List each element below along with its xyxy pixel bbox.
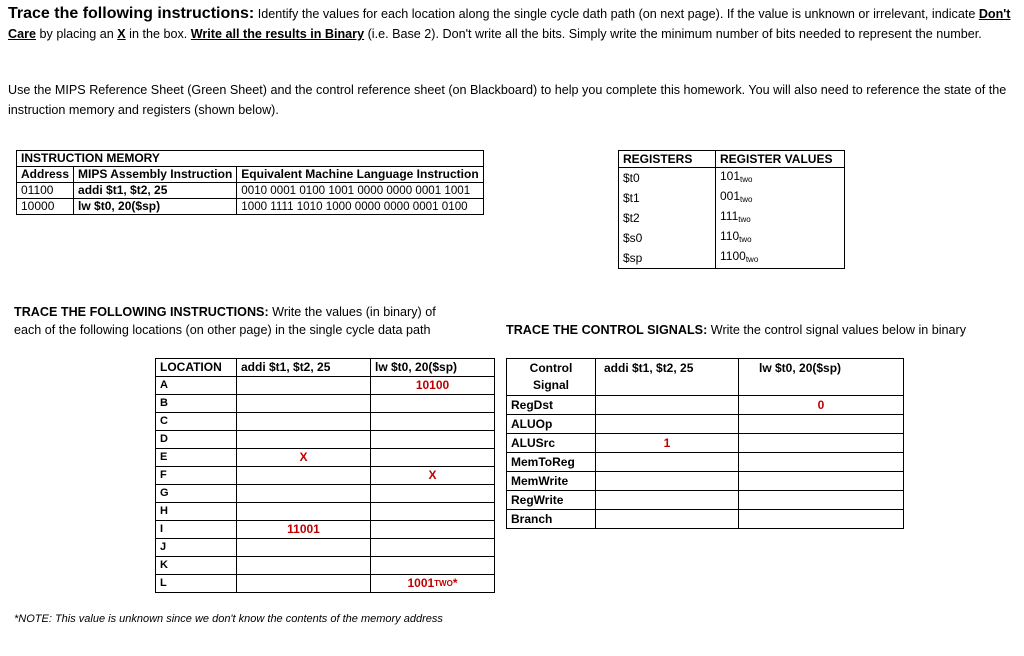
table-row: Branch — [507, 510, 904, 529]
table-row: K — [156, 557, 495, 575]
table-row: C — [156, 413, 495, 431]
control-signals-table — [506, 358, 904, 529]
table-row: E X — [156, 449, 495, 467]
col-machine: Equivalent Machine Language Instruction — [237, 167, 483, 183]
table-row: $t0 $101_{two}$ — [619, 168, 845, 189]
col-register-values: REGISTER VALUES — [716, 151, 845, 168]
table-row: RegWrite — [507, 491, 904, 510]
table-row: $t1 $001_{two}$ — [619, 188, 845, 208]
table-row: I 11001 — [156, 521, 495, 539]
table-row: $s0 $110_{two}$ — [619, 228, 845, 248]
col-addi: addi $t1, $t2, 25 — [596, 359, 739, 396]
col-assembly: MIPS Assembly Instruction — [74, 167, 237, 183]
col-control-signal: Control Signal — [507, 359, 596, 396]
table-row: G — [156, 485, 495, 503]
table-row: A 10100 — [156, 377, 495, 395]
table-row: MemWrite — [507, 472, 904, 491]
table-row: 01100 addi $t1, $t2, 25 0010 0001 0100 1001 0000 0000 0001 1001 — [17, 183, 484, 199]
table-row: RegDst 0 — [507, 396, 904, 415]
table-row: 10000 lw $t0, 20($sp) 1000 1111 1010 1000 0000 0000 0001 0100 — [17, 199, 484, 215]
write-binary-text: Write all the results in Binary — [190, 27, 365, 41]
table-row: J — [156, 539, 495, 557]
instruction-memory-table — [16, 150, 484, 215]
trace-control-heading: TRACE THE CONTROL SIGNALS: Write the control signal values below in binary — [506, 323, 967, 337]
table-row: H — [156, 503, 495, 521]
table-row: $t2 $111_{two}$ — [619, 208, 845, 228]
table-row: $sp $1100_{two}$ — [619, 248, 845, 269]
table-row: ALUSrc 1 — [507, 434, 904, 453]
instructions-paragraph: Trace the following instructions: Identify the values for each location along the single cycle dath path (on next page). If the value is unknown or irrelevant, indicate Don't Care by placing an X in the box. Write all the results in Binary (i.e. Base 2). Don't write all the bits. Simply write the minimum number of bits needed to represent the number. — [8, 5, 1011, 41]
location-table — [155, 358, 495, 593]
col-lw: lw $t0, 20($sp) — [371, 359, 495, 377]
col-address: Address — [17, 167, 74, 183]
table-row: B — [156, 395, 495, 413]
instruction-memory-title: INSTRUCTION MEMORY — [17, 151, 484, 167]
instructions-lead: Trace the following instructions: — [8, 5, 255, 22]
col-lw: lw $t0, 20($sp) — [739, 359, 904, 396]
table-row: L 1001TWO* — [156, 575, 495, 593]
reference-paragraph: Use the MIPS Reference Sheet (Green Sheet) and the control reference sheet (on Blackboard) to help you complete this homework. You will also need to reference the state of the instruction memory and registers (shown below). — [8, 83, 1007, 117]
table-row: ALUOp — [507, 415, 904, 434]
col-addi: addi $t1, $t2, 25 — [237, 359, 371, 377]
table-row: F X — [156, 467, 495, 485]
col-registers: REGISTERS — [619, 151, 716, 168]
footnote: *NOTE: This value is unknown since we don't know the contents of the memory address — [14, 613, 443, 625]
table-row: MemToReg — [507, 453, 904, 472]
dont-care-text: Don't Care — [8, 7, 1011, 41]
trace-locations-heading: TRACE THE FOLLOWING INSTRUCTIONS: Write the values (in binary) of each of the following locations (on other page) in the single cycle data path — [14, 305, 436, 337]
registers-table — [618, 150, 845, 269]
col-location: LOCATION — [156, 359, 237, 377]
table-row: D — [156, 431, 495, 449]
